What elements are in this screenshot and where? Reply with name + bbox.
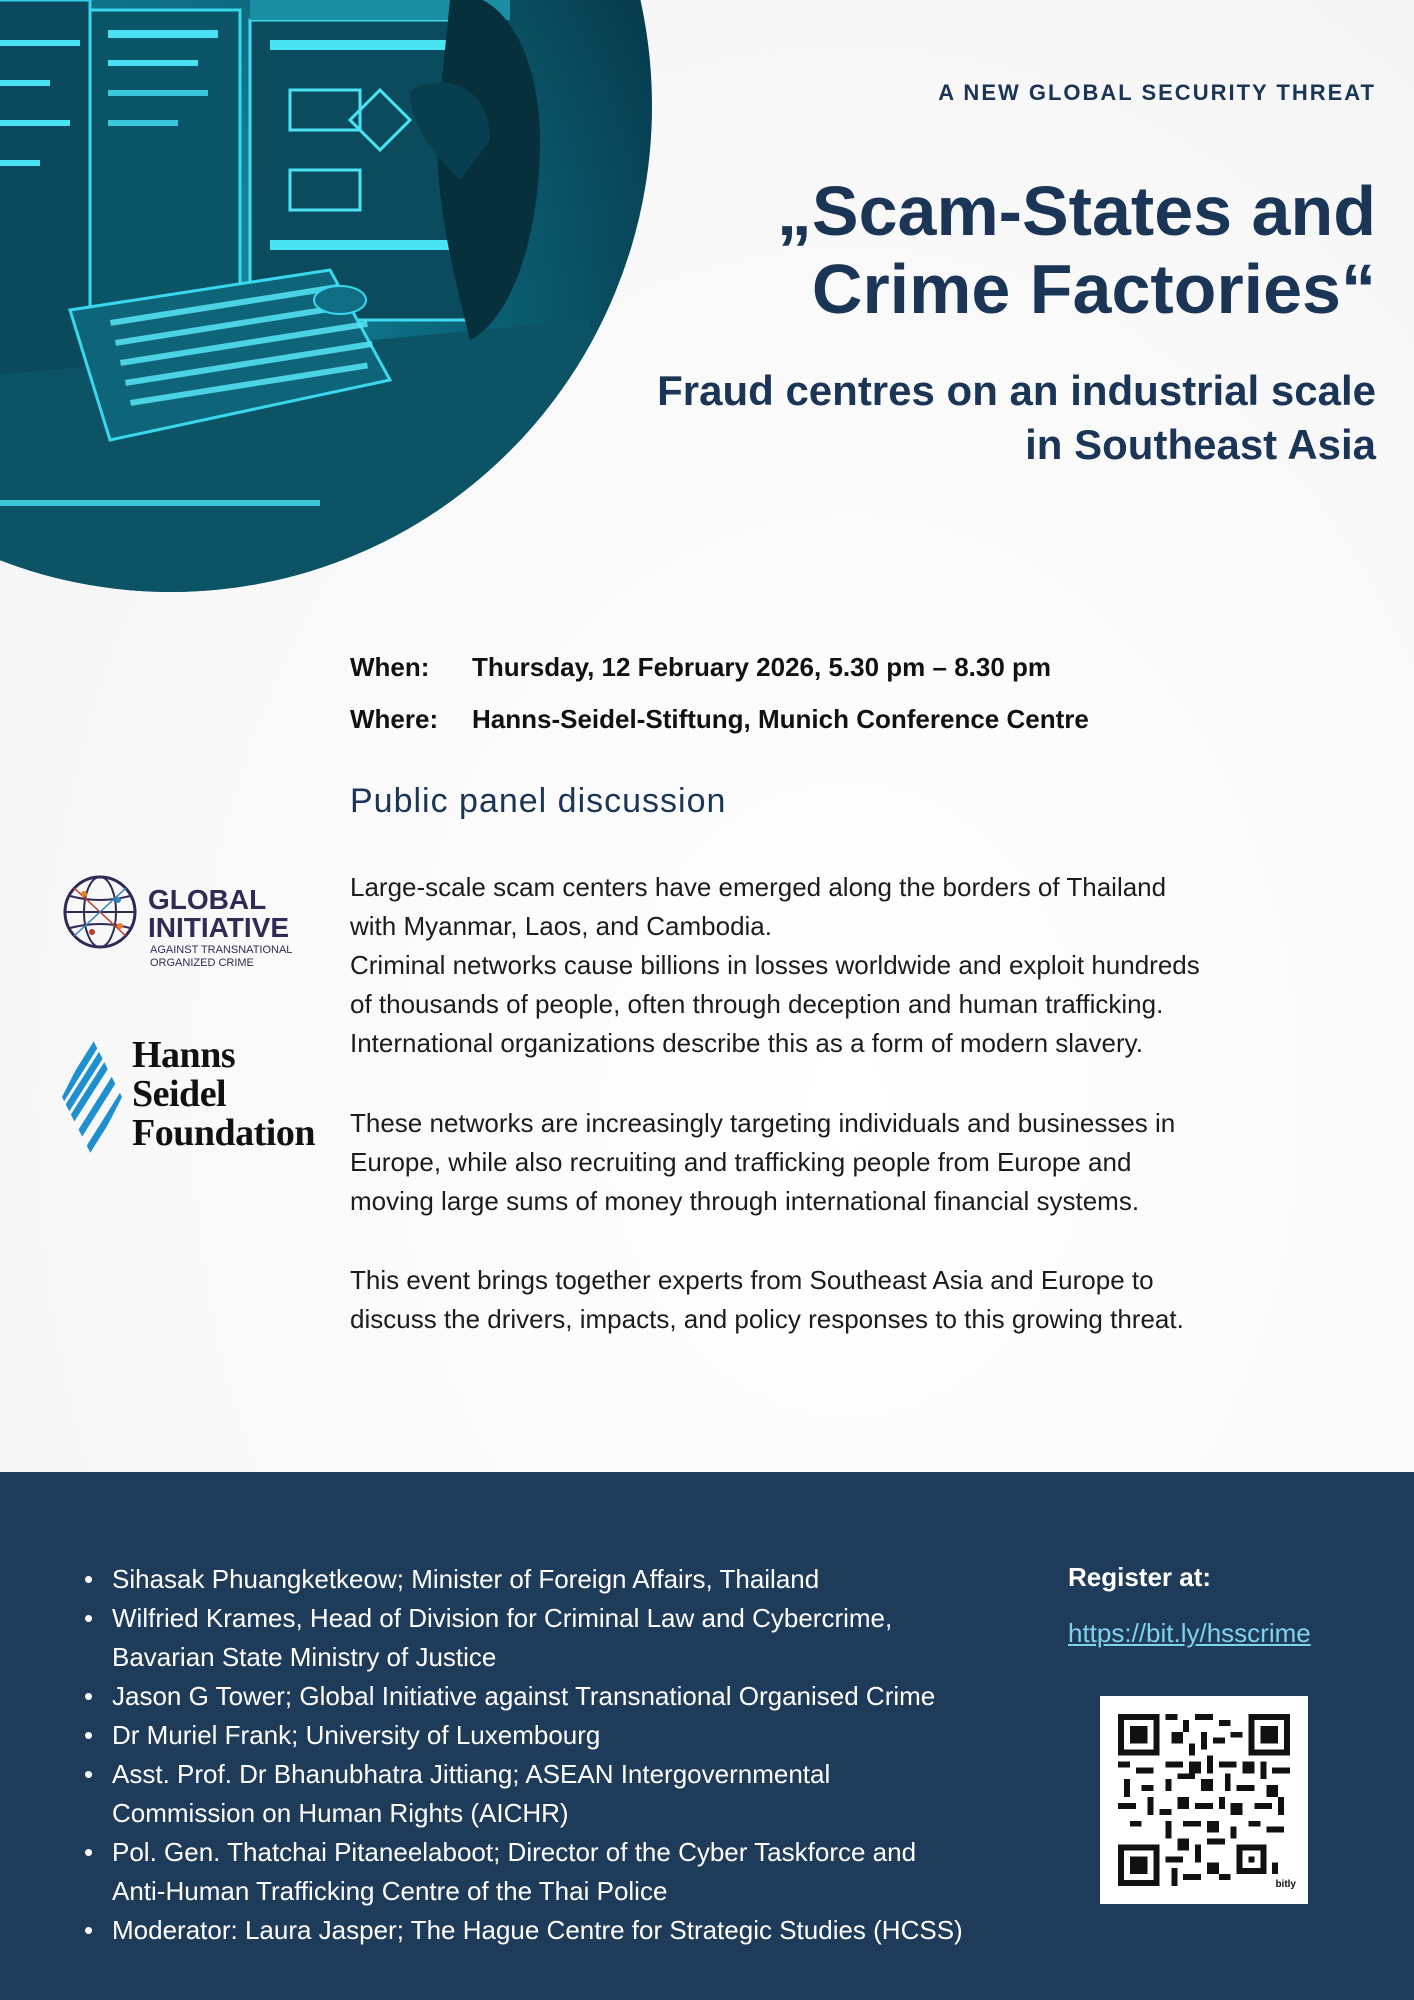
panel-heading: Public panel discussion [350, 782, 727, 820]
hsf-line-3: Foundation [132, 1112, 315, 1154]
speaker-line: Commission on Human Rights (AICHR) [112, 1798, 569, 1828]
qr-code-icon [1118, 1714, 1290, 1886]
body-line: moving large sums of money through international financial systems. [350, 1186, 1140, 1216]
body-paragraph-3 [350, 1261, 1310, 1339]
body-line: International organizations describe this as a form of modern slavery. [350, 1028, 1143, 1058]
event-where [350, 704, 1089, 735]
speaker-line: Asst. Prof. Dr Bhanubhatra Jittiang; ASEAN Intergovernmental [112, 1759, 831, 1789]
body-line: Europe, while also recruiting and trafficking people from Europe and [350, 1147, 1132, 1177]
list-item [84, 1755, 1044, 1833]
global-initiative-logo [62, 874, 302, 974]
speaker-line: Jason G Tower; Global Initiative against Transnational Organised Crime [112, 1681, 936, 1711]
page-subtitle: Fraud centres on an industrial scale in Southeast Asia [657, 367, 1376, 468]
qr-code[interactable] [1100, 1696, 1308, 1904]
body-line: discuss the drivers, impacts, and policy responses to this growing threat. [350, 1304, 1184, 1334]
hanns-seidel-foundation-logo [62, 1034, 315, 1156]
list-item [84, 1911, 1044, 1950]
body-line: Criminal networks cause billions in losses worldwide and exploit hundreds [350, 950, 1200, 980]
body-paragraph-2 [350, 1104, 1310, 1221]
speaker-line: Pol. Gen. Thatchai Pitaneelaboot; Director of the Cyber Taskforce and [112, 1837, 917, 1867]
body-paragraph-1 [350, 868, 1310, 1063]
gi-line-2: INITIATIVE [148, 912, 290, 943]
speaker-line: Wilfried Krames, Head of Division for Criminal Law and Cybercrime, [112, 1603, 893, 1633]
hsf-name [132, 1036, 315, 1153]
globe-icon [62, 874, 138, 950]
register-label: Register at: [1068, 1562, 1212, 1592]
hsf-line-2: Seidel [132, 1073, 227, 1115]
list-item [84, 1599, 1044, 1677]
kicker-text: A NEW GLOBAL SECURITY THREAT [938, 80, 1376, 105]
list-item [84, 1716, 1044, 1755]
gi-subtitle [150, 944, 292, 970]
speaker-list [84, 1560, 1044, 1950]
qr-brand: bitly [1275, 1879, 1296, 1890]
register-link[interactable]: https://bit.ly/hsscrime [1068, 1618, 1311, 1648]
gi-sub-2: ORGANIZED CRIME [150, 957, 254, 969]
where-label: Where: [350, 704, 439, 734]
where-value: Hanns-Seidel-Stiftung, Munich Conference Centre [472, 704, 1089, 734]
body-line: with Myanmar, Laos, and Cambodia. [350, 911, 772, 941]
gi-sub-1: AGAINST TRANSNATIONAL [150, 944, 293, 956]
body-line: This event brings together experts from Southeast Asia and Europe to [350, 1265, 1154, 1295]
list-item [84, 1677, 1044, 1716]
hero-computer-image [0, 0, 652, 592]
event-when [350, 652, 1051, 683]
list-item [84, 1833, 1044, 1911]
body-line: These networks are increasingly targeting individuals and businesses in [350, 1108, 1176, 1138]
page-title: „Scam-States and Crime Factories“ [776, 172, 1376, 328]
computer-workstation-image [0, 0, 652, 592]
hsf-line-1: Hanns [132, 1034, 236, 1076]
speaker-line: Dr Muriel Frank; University of Luxembourg [112, 1720, 601, 1750]
when-value: Thursday, 12 February 2026, 5.30 pm – 8.30 pm [472, 652, 1052, 682]
body-line: Large-scale scam centers have emerged along the borders of Thailand [350, 872, 1167, 902]
speaker-line: Bavarian State Ministry of Justice [112, 1642, 497, 1672]
speaker-line: Anti-Human Trafficking Centre of the Thai Police [112, 1876, 668, 1906]
speaker-line: Sihasak Phuangketkeow; Minister of Foreign Affairs, Thailand [112, 1564, 820, 1594]
when-label: When: [350, 652, 430, 682]
body-line: of thousands of people, often through deception and human trafficking. [350, 989, 1164, 1019]
speaker-line: Moderator: Laura Jasper; The Hague Centre for Strategic Studies (HCSS) [112, 1915, 963, 1945]
gi-name [148, 886, 289, 942]
list-item [84, 1560, 1044, 1599]
diamond-stripes-icon [62, 1038, 122, 1156]
gi-line-1: GLOBAL [148, 884, 267, 915]
